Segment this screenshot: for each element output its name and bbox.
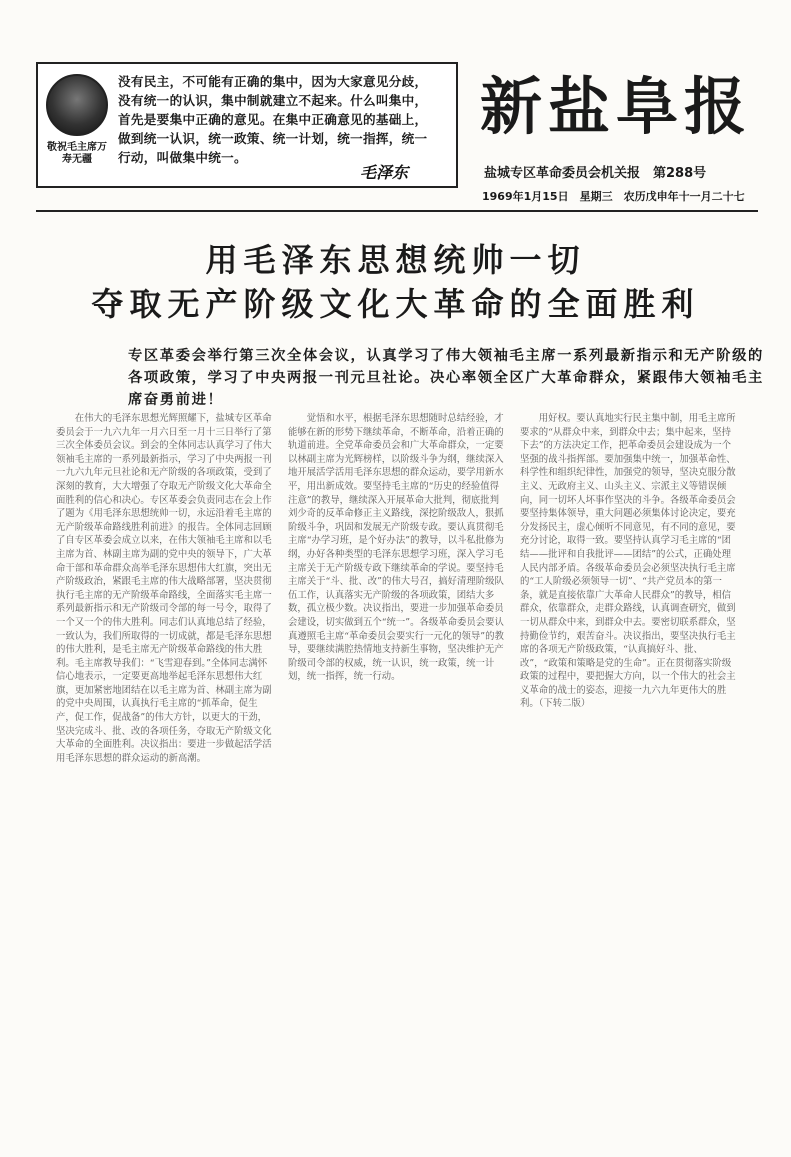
mao-quote: 没有民主，不可能有正确的集中，因为大家意见分歧，没有统一的认识，集中制就建立不起来。什么叫集中，首先是要集中正确的意见。在集中正确意见的基础上，做到统一认识，统一政策、统一计划，统一指挥，统一行动，叫做集中统一。 <box>118 74 428 165</box>
article-column-1 <box>56 412 275 765</box>
headline <box>40 238 751 326</box>
date-line: 1969年1月15日 星期三 农历戊申年十一月二十七 <box>482 190 745 203</box>
quote-box <box>36 62 458 188</box>
column-text: 用好权。要认真地实行民主集中制，用毛主席所要求的“从群众中来，到群众中去；集中起来，坚持下去”的方法决定工作，把革命委员会建设成为一个坚强的战斗指挥部。要加强集中统一，加强革命性、科学性和组织纪律性，加强党的领导，坚决克服分散主义、无政府主义、山头主义、宗派主义等错误倾向，同一切坏人坏事作坚决的斗争。各级革命委员会要坚持集体领导，重大问题必须集体讨论决定，要充分发扬民主，虚心倾听不同意见，有不同的意见，要充分讨论，取得一致。要坚持认真学习毛主席的“团结——批评和自我批评——团结”的公式，正确处理人民内部矛盾。各级革命委员会必须坚决执行毛主席的“工人阶级必须领导一切”、“共产党员本的第一条，就是直接依靠广大革命人民群众”的教导，相信群众，依靠群众，走群众路线，认真调查研究，做到一切从群众中来，到群众中去。要密切联系群众，坚持勤俭节约，艰苦奋斗。决议指出，要坚决执行毛主席的各项无产阶级政策，“认真搞好斗、批、改”，“政策和策略是党的生命”。正在贯彻落实阶级政策的过程中，要把握大方向，以一个伟大的社会主义革命的战士的姿态，迎接一九六九年更伟大的胜利。（下转二版） <box>520 413 736 710</box>
article-column-2 <box>288 412 507 684</box>
column-text: 在伟大的毛泽东思想光辉照耀下，盐城专区革命委员会于一九六九年一月六日至一月十三日举行了第三次全体委员会议。到会的全体同志认真学习了伟大领袖毛主席的一系列最新指示，学习了中央两报一刊一九六九年元旦社论和无产阶级的各项政策，受到了深刻的教育，大大增强了夺取无产阶级文化大革命全面胜利的信心和决心。专区革委会负责同志在会上作了题为《用毛泽东思想统帅一切，永远沿着毛主席的无产阶级革命路线胜利前进》的报告。全体同志回顾了自专区革委会成立以来，在伟大领袖毛主席和以毛主席为首、林副主席为副的党中央的领导下，广大革命干部和革命群众高举毛泽东思想伟大红旗，突出无产阶级政治，紧跟毛主席的伟大战略部署，坚决贯彻执行毛主席的无产阶级革命路线，全面落实毛主席一系列最新指示和无产阶级司令部的每一号令，取得了一个又一个的伟大胜利。同志们认真地总结了经验，一致认为，我们所取得的一切成就，都是毛泽东思想的伟大胜利，是毛主席无产阶级革命路线的伟大胜利。毛主席教导我们：“飞雪迎春到。”全体同志满怀信心地表示，一定要更高地举起毛泽东思想伟大红旗，更加紧密地团结在以毛主席为首、林副主席为副的党中央周围，认真执行毛主席的“抓革命，促生产，促工作，促战备”的伟大方针，以更大的干劲，坚决完成斗、批、改的各项任务，夺取无产阶级文化大革命的全面胜利。决议指出：要进一步做起活学活用毛泽东思想的群众运动的新高潮。 <box>56 413 272 764</box>
article-body <box>56 412 756 1147</box>
masthead-rule <box>36 210 758 212</box>
column-text: 觉悟和水平，根据毛泽东思想随时总结经验，才能够在新的形势下继续革命，不断革命，沿着正确的轨道前进。全党革命委员会和广大革命群众，一定要以林副主席为光辉榜样，以阶级斗争为纲，继续深入地开展活学活用毛泽东思想的群众运动，要学用新水平，用出新成效。要坚持毛主席的“历史的经验值得注意”的教导，继续深入开展革命大批判，彻底批判刘少奇的反革命修正主义路线，深挖阶级敌人，狠抓阶级斗争，巩固和发展无产阶级专政。要认真贯彻毛主席“办学习班，是个好办法”的教导，以斗私批修为纲，办好各种类型的毛泽东思想学习班，深入学习毛主席关于无产阶级专政下继续革命的学说。要坚持毛主席关于“斗、批、改”的伟大号召，搞好清理阶级队伍工作，认真落实无产阶级的各项政策，团结大多数，孤立极少数。决议指出，要进一步加强革命委员会建设，切实做到五个“统一”。各级革命委员会要认真遵照毛主席“革命委员会要实行一元化的领导”的教导，要继续满腔热情地支持新生事物，坚决维护无产阶级司令部的权威，统一认识，统一政策，统一计划，统一指挥，统一行动。 <box>288 413 504 683</box>
headline-line1: 用毛泽东思想统帅一切 <box>205 241 586 279</box>
headline-line2: 夺取无产阶级文化大革命的全面胜利 <box>91 285 700 323</box>
portrait-caption: 敬祝毛主席万寿无疆 <box>47 142 107 165</box>
paper-title: 新盐阜报 <box>480 70 753 143</box>
signature: 毛泽东 <box>360 163 409 182</box>
article-column-3 <box>520 412 739 711</box>
publisher-line: 盐城专区革命委员会机关报 第288号 <box>484 166 707 181</box>
lede: 专区革委会举行第三次全体会议，认真学习了伟大领袖毛主席一系列最新指示和无产阶级的各项政策，学习了中央两报一刊元旦社论。决心率领全区广大革命群众，紧跟伟大领袖毛主席奋勇前进！ <box>128 348 764 408</box>
mao-portrait-image <box>46 74 108 136</box>
portrait <box>44 70 110 178</box>
